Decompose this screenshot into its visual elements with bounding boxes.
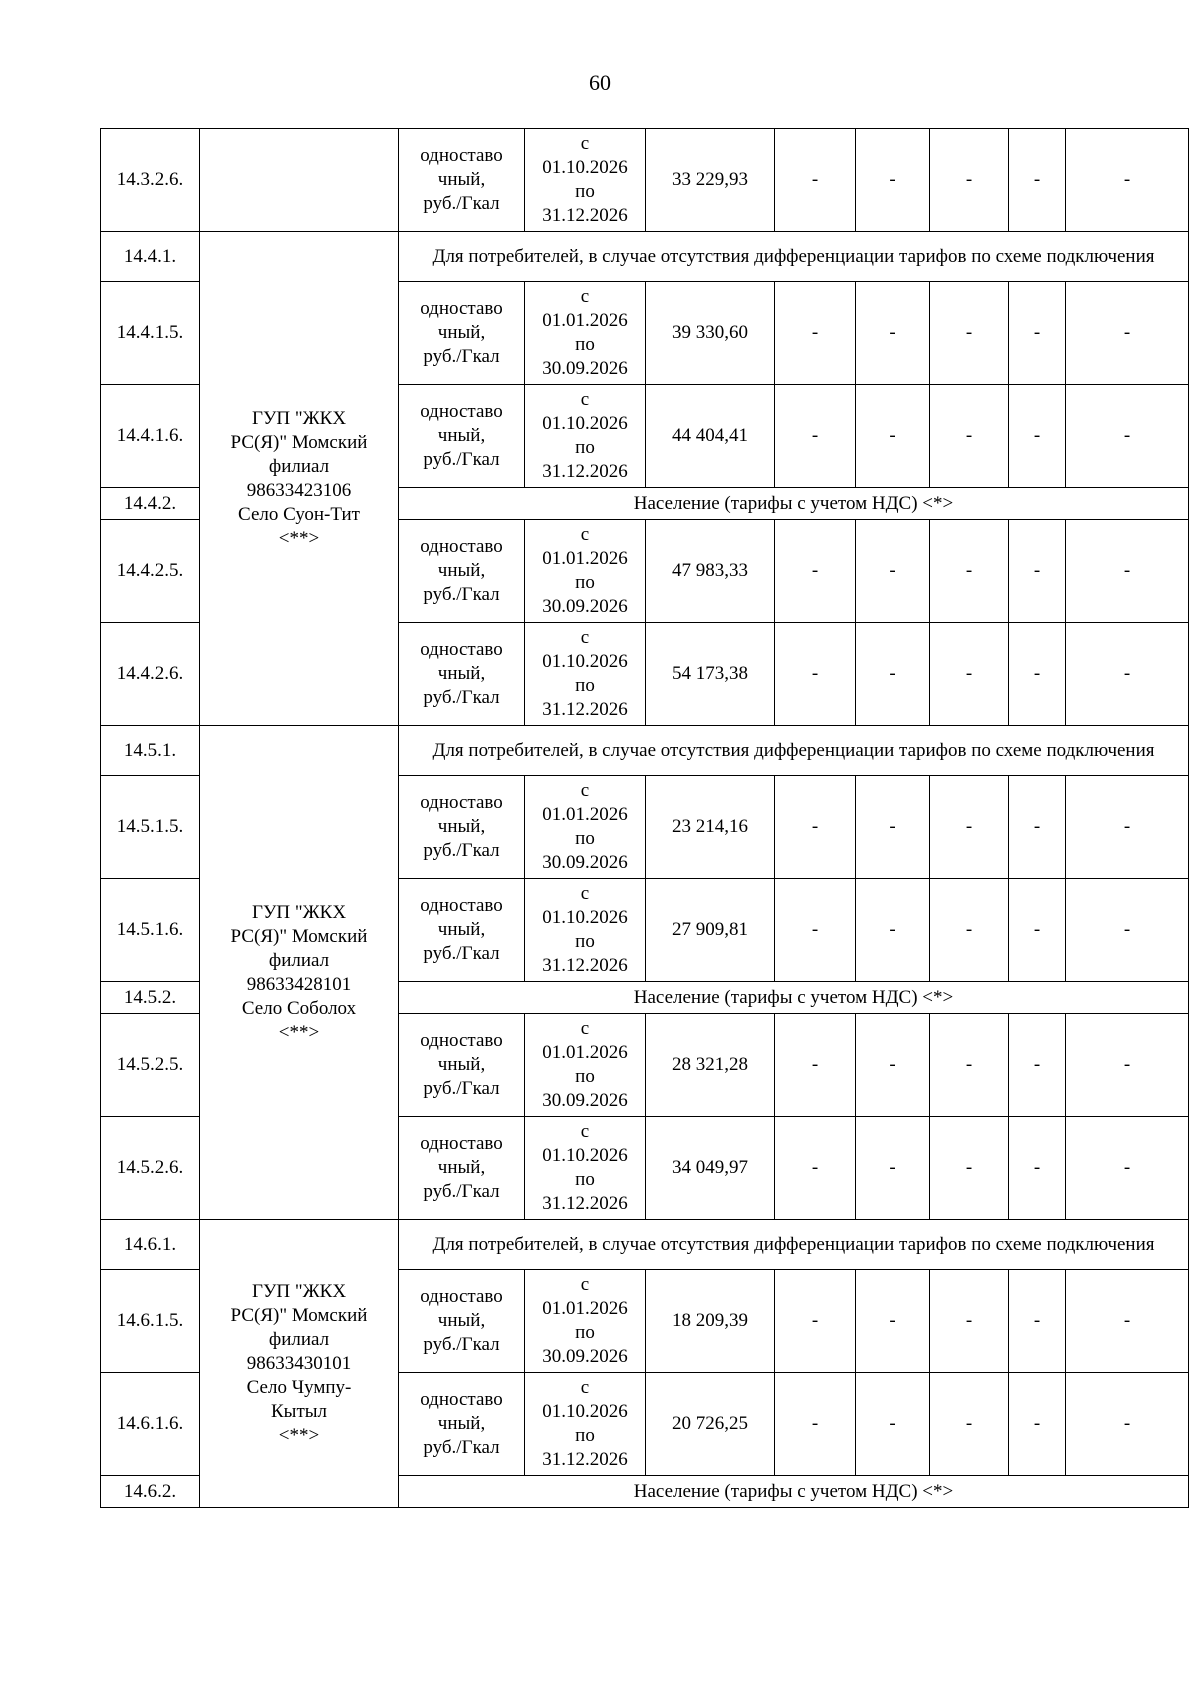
organization-line: РС(Я)" Момский (230, 431, 368, 453)
empty-value-cell: - (856, 1117, 930, 1220)
rate-type-line: одноставо (420, 536, 503, 557)
organization-line: филиал (268, 1328, 330, 1350)
rate-type-line: чный, (437, 816, 486, 837)
period-line: с (580, 389, 590, 410)
rate-type-line: руб./Гкал (423, 1181, 500, 1202)
rate-type-cell (399, 879, 525, 982)
tariff-value-cell: 34 049,97 (646, 1117, 775, 1220)
organization-line: <**> (278, 1424, 320, 1446)
organization-line: РС(Я)" Момский (230, 925, 368, 947)
empty-value-cell: - (1009, 1373, 1066, 1476)
period-line: 01.01.2026 (542, 310, 628, 331)
rate-type-line: одноставо (420, 792, 503, 813)
empty-value-cell: - (1066, 879, 1189, 982)
empty-value-cell: - (1066, 520, 1189, 623)
empty-value-cell: - (930, 282, 1009, 385)
rate-type-line: чный, (437, 919, 486, 940)
row-number-cell: 14.4.1. (101, 232, 200, 282)
row-number-cell: 14.4.1.5. (101, 282, 200, 385)
tariff-value-cell: 44 404,41 (646, 385, 775, 488)
rate-type-line: руб./Гкал (423, 193, 500, 214)
organization-line: 98633430101 (246, 1352, 352, 1374)
period-line: 31.12.2026 (542, 461, 628, 482)
empty-value-cell: - (930, 129, 1009, 232)
rate-type-line: чный, (437, 169, 486, 190)
organization-line: ГУП "ЖКХ (251, 1280, 347, 1302)
period-line: с (580, 1274, 590, 1295)
empty-value-cell: - (1009, 129, 1066, 232)
period-line: 01.10.2026 (542, 651, 628, 672)
period-line: по (575, 437, 595, 458)
group-heading-cell: Для потребителей, в случае отсутствия дифференциации тарифов по схеме подключения (399, 1220, 1189, 1270)
period-line: 01.10.2026 (542, 413, 628, 434)
period-line: 30.09.2026 (542, 1090, 628, 1111)
empty-value-cell: - (1009, 1270, 1066, 1373)
period-line: по (575, 828, 595, 849)
empty-value-cell: - (856, 879, 930, 982)
rate-type-line: одноставо (420, 1133, 503, 1154)
empty-value-cell: - (930, 1373, 1009, 1476)
period-line: 31.12.2026 (542, 205, 628, 226)
period-line: с (580, 1121, 590, 1142)
rate-type-line: чный, (437, 322, 486, 343)
tariff-value-cell: 33 229,93 (646, 129, 775, 232)
period-cell (525, 1373, 646, 1476)
period-line: 01.01.2026 (542, 804, 628, 825)
empty-value-cell: - (1066, 385, 1189, 488)
empty-value-cell: - (930, 879, 1009, 982)
rate-type-line: чный, (437, 425, 486, 446)
period-line: с (580, 883, 590, 904)
rate-type-line: руб./Гкал (423, 1437, 500, 1458)
empty-value-cell: - (1009, 282, 1066, 385)
section-heading-cell: Население (тарифы с учетом НДС) <*> (399, 1476, 1189, 1508)
group-heading-cell: Для потребителей, в случае отсутствия дифференциации тарифов по схеме подключения (399, 232, 1189, 282)
empty-value-cell: - (1066, 129, 1189, 232)
rate-type-line: одноставо (420, 145, 503, 166)
rate-type-line: чный, (437, 560, 486, 581)
period-line: 01.10.2026 (542, 907, 628, 928)
period-line: 01.01.2026 (542, 548, 628, 569)
rate-type-line: одноставо (420, 639, 503, 660)
period-line: 30.09.2026 (542, 1346, 628, 1367)
rate-type-line: одноставо (420, 298, 503, 319)
group-header-row (101, 726, 1189, 776)
empty-value-cell: - (1066, 1117, 1189, 1220)
empty-value-cell: - (1009, 1014, 1066, 1117)
empty-value-cell: - (856, 385, 930, 488)
period-line: 30.09.2026 (542, 358, 628, 379)
rate-type-cell (399, 776, 525, 879)
empty-value-cell: - (1066, 623, 1189, 726)
section-heading-cell: Население (тарифы с учетом НДС) <*> (399, 488, 1189, 520)
tariff-value-cell: 23 214,16 (646, 776, 775, 879)
period-line: с (580, 524, 590, 545)
rate-type-line: руб./Гкал (423, 840, 500, 861)
period-line: по (575, 931, 595, 952)
tariff-value-cell: 54 173,38 (646, 623, 775, 726)
rate-type-line: одноставо (420, 1286, 503, 1307)
row-number-cell: 14.6.1.5. (101, 1270, 200, 1373)
rate-type-line: руб./Гкал (423, 1334, 500, 1355)
group-header-row (101, 1220, 1189, 1270)
period-line: с (580, 1018, 590, 1039)
organization-line: <**> (278, 1021, 320, 1043)
row-number-cell: 14.4.2.5. (101, 520, 200, 623)
group-header-row (101, 232, 1189, 282)
period-cell (525, 520, 646, 623)
empty-value-cell: - (856, 623, 930, 726)
period-line: с (580, 133, 590, 154)
empty-value-cell: - (930, 623, 1009, 726)
tariff-table (100, 128, 1189, 1508)
empty-value-cell: - (856, 282, 930, 385)
period-line: по (575, 1322, 595, 1343)
period-line: 01.10.2026 (542, 157, 628, 178)
row-number-cell: 14.5.2.6. (101, 1117, 200, 1220)
period-cell (525, 776, 646, 879)
period-line: по (575, 1066, 595, 1087)
group-heading-cell: Для потребителей, в случае отсутствия дифференциации тарифов по схеме подключения (399, 726, 1189, 776)
period-line: по (575, 334, 595, 355)
period-line: с (580, 780, 590, 801)
empty-value-cell: - (775, 520, 856, 623)
period-cell (525, 1270, 646, 1373)
row-number-cell: 14.5.1.5. (101, 776, 200, 879)
empty-value-cell: - (775, 776, 856, 879)
empty-value-cell: - (775, 1373, 856, 1476)
row-number-cell: 14.4.2. (101, 488, 200, 520)
empty-value-cell: - (775, 129, 856, 232)
empty-value-cell: - (930, 520, 1009, 623)
row-number-cell: 14.4.1.6. (101, 385, 200, 488)
period-line: по (575, 181, 595, 202)
empty-value-cell: - (775, 623, 856, 726)
rate-type-line: чный, (437, 663, 486, 684)
period-line: по (575, 1425, 595, 1446)
period-cell (525, 1014, 646, 1117)
organization-cell (200, 129, 399, 232)
empty-value-cell: - (1066, 282, 1189, 385)
period-line: 01.01.2026 (542, 1298, 628, 1319)
empty-value-cell: - (930, 385, 1009, 488)
page-number: 60 (589, 70, 611, 95)
organization-cell (200, 726, 399, 1220)
rate-type-cell (399, 1373, 525, 1476)
organization-line: 98633423106 (246, 479, 352, 501)
empty-value-cell: - (930, 1117, 1009, 1220)
rate-type-line: руб./Гкал (423, 1078, 500, 1099)
tariff-value-cell: 27 909,81 (646, 879, 775, 982)
rate-type-cell (399, 520, 525, 623)
organization-line: филиал (268, 949, 330, 971)
empty-value-cell: - (856, 1014, 930, 1117)
rate-type-cell (399, 1117, 525, 1220)
rate-type-cell (399, 282, 525, 385)
empty-value-cell: - (856, 129, 930, 232)
row-number-cell: 14.5.2.5. (101, 1014, 200, 1117)
empty-value-cell: - (930, 1270, 1009, 1373)
rate-type-line: руб./Гкал (423, 584, 500, 605)
empty-value-cell: - (775, 282, 856, 385)
rate-type-line: чный, (437, 1157, 486, 1178)
period-cell (525, 623, 646, 726)
tariff-value-cell: 47 983,33 (646, 520, 775, 623)
empty-value-cell: - (856, 1373, 930, 1476)
tariff-value-cell: 39 330,60 (646, 282, 775, 385)
empty-value-cell: - (1066, 1270, 1189, 1373)
rate-type-line: одноставо (420, 401, 503, 422)
organization-line: Село Чумпу- (246, 1376, 352, 1398)
empty-value-cell: - (775, 1117, 856, 1220)
period-line: с (580, 1377, 590, 1398)
organization-line: Кытыл (271, 1400, 327, 1422)
organization-line: Село Суон-Тит (238, 503, 360, 525)
period-line: 31.12.2026 (542, 699, 628, 720)
empty-value-cell: - (1066, 1014, 1189, 1117)
rate-type-cell (399, 385, 525, 488)
organization-cell (200, 1220, 399, 1508)
row-number-cell: 14.5.1. (101, 726, 200, 776)
period-line: 30.09.2026 (542, 852, 628, 873)
empty-value-cell: - (1009, 879, 1066, 982)
organization-line: Село Соболох (241, 997, 357, 1019)
organization-line: РС(Я)" Момский (230, 1304, 368, 1326)
period-line: с (580, 286, 590, 307)
row-number-cell: 14.6.1.6. (101, 1373, 200, 1476)
empty-value-cell: - (930, 776, 1009, 879)
period-line: 31.12.2026 (542, 1193, 628, 1214)
period-line: 31.12.2026 (542, 955, 628, 976)
rate-type-line: одноставо (420, 1389, 503, 1410)
tariff-value-cell: 28 321,28 (646, 1014, 775, 1117)
period-cell (525, 385, 646, 488)
rate-type-line: чный, (437, 1413, 486, 1434)
period-cell (525, 1117, 646, 1220)
period-line: с (580, 627, 590, 648)
empty-value-cell: - (1009, 520, 1066, 623)
empty-value-cell: - (1066, 776, 1189, 879)
period-line: 01.10.2026 (542, 1401, 628, 1422)
organization-line: филиал (268, 455, 330, 477)
row-number-cell: 14.6.2. (101, 1476, 200, 1508)
empty-value-cell: - (1066, 1373, 1189, 1476)
rate-type-line: руб./Гкал (423, 687, 500, 708)
row-number-cell: 14.5.1.6. (101, 879, 200, 982)
organization-cell (200, 232, 399, 726)
empty-value-cell: - (775, 1014, 856, 1117)
empty-value-cell: - (856, 776, 930, 879)
empty-value-cell: - (775, 385, 856, 488)
period-line: 30.09.2026 (542, 596, 628, 617)
period-line: по (575, 675, 595, 696)
table-row (101, 129, 1189, 232)
row-number-cell: 14.6.1. (101, 1220, 200, 1270)
empty-value-cell: - (1009, 776, 1066, 879)
rate-type-line: чный, (437, 1310, 486, 1331)
rate-type-line: одноставо (420, 1030, 503, 1051)
empty-value-cell: - (775, 879, 856, 982)
organization-line: <**> (278, 527, 320, 549)
period-cell (525, 879, 646, 982)
tariff-value-cell: 20 726,25 (646, 1373, 775, 1476)
row-number-cell: 14.5.2. (101, 982, 200, 1014)
period-line: 01.10.2026 (542, 1145, 628, 1166)
rate-type-line: руб./Гкал (423, 449, 500, 470)
period-line: по (575, 572, 595, 593)
period-cell (525, 282, 646, 385)
rate-type-cell (399, 129, 525, 232)
section-heading-cell: Население (тарифы с учетом НДС) <*> (399, 982, 1189, 1014)
rate-type-line: руб./Гкал (423, 346, 500, 367)
tariff-value-cell: 18 209,39 (646, 1270, 775, 1373)
organization-line: ГУП "ЖКХ (251, 407, 347, 429)
rate-type-cell (399, 1270, 525, 1373)
empty-value-cell: - (775, 1270, 856, 1373)
period-line: 01.01.2026 (542, 1042, 628, 1063)
empty-value-cell: - (1009, 623, 1066, 726)
empty-value-cell: - (930, 1014, 1009, 1117)
organization-line: ГУП "ЖКХ (251, 901, 347, 923)
empty-value-cell: - (856, 520, 930, 623)
empty-value-cell: - (1009, 1117, 1066, 1220)
rate-type-cell (399, 1014, 525, 1117)
row-number-cell: 14.4.2.6. (101, 623, 200, 726)
rate-type-line: чный, (437, 1054, 486, 1075)
organization-line: 98633428101 (246, 973, 352, 995)
rate-type-line: руб./Гкал (423, 943, 500, 964)
period-line: 31.12.2026 (542, 1449, 628, 1470)
period-cell (525, 129, 646, 232)
row-number-cell: 14.3.2.6. (101, 129, 200, 232)
period-line: по (575, 1169, 595, 1190)
empty-value-cell: - (856, 1270, 930, 1373)
empty-value-cell: - (1009, 385, 1066, 488)
rate-type-cell (399, 623, 525, 726)
rate-type-line: одноставо (420, 895, 503, 916)
